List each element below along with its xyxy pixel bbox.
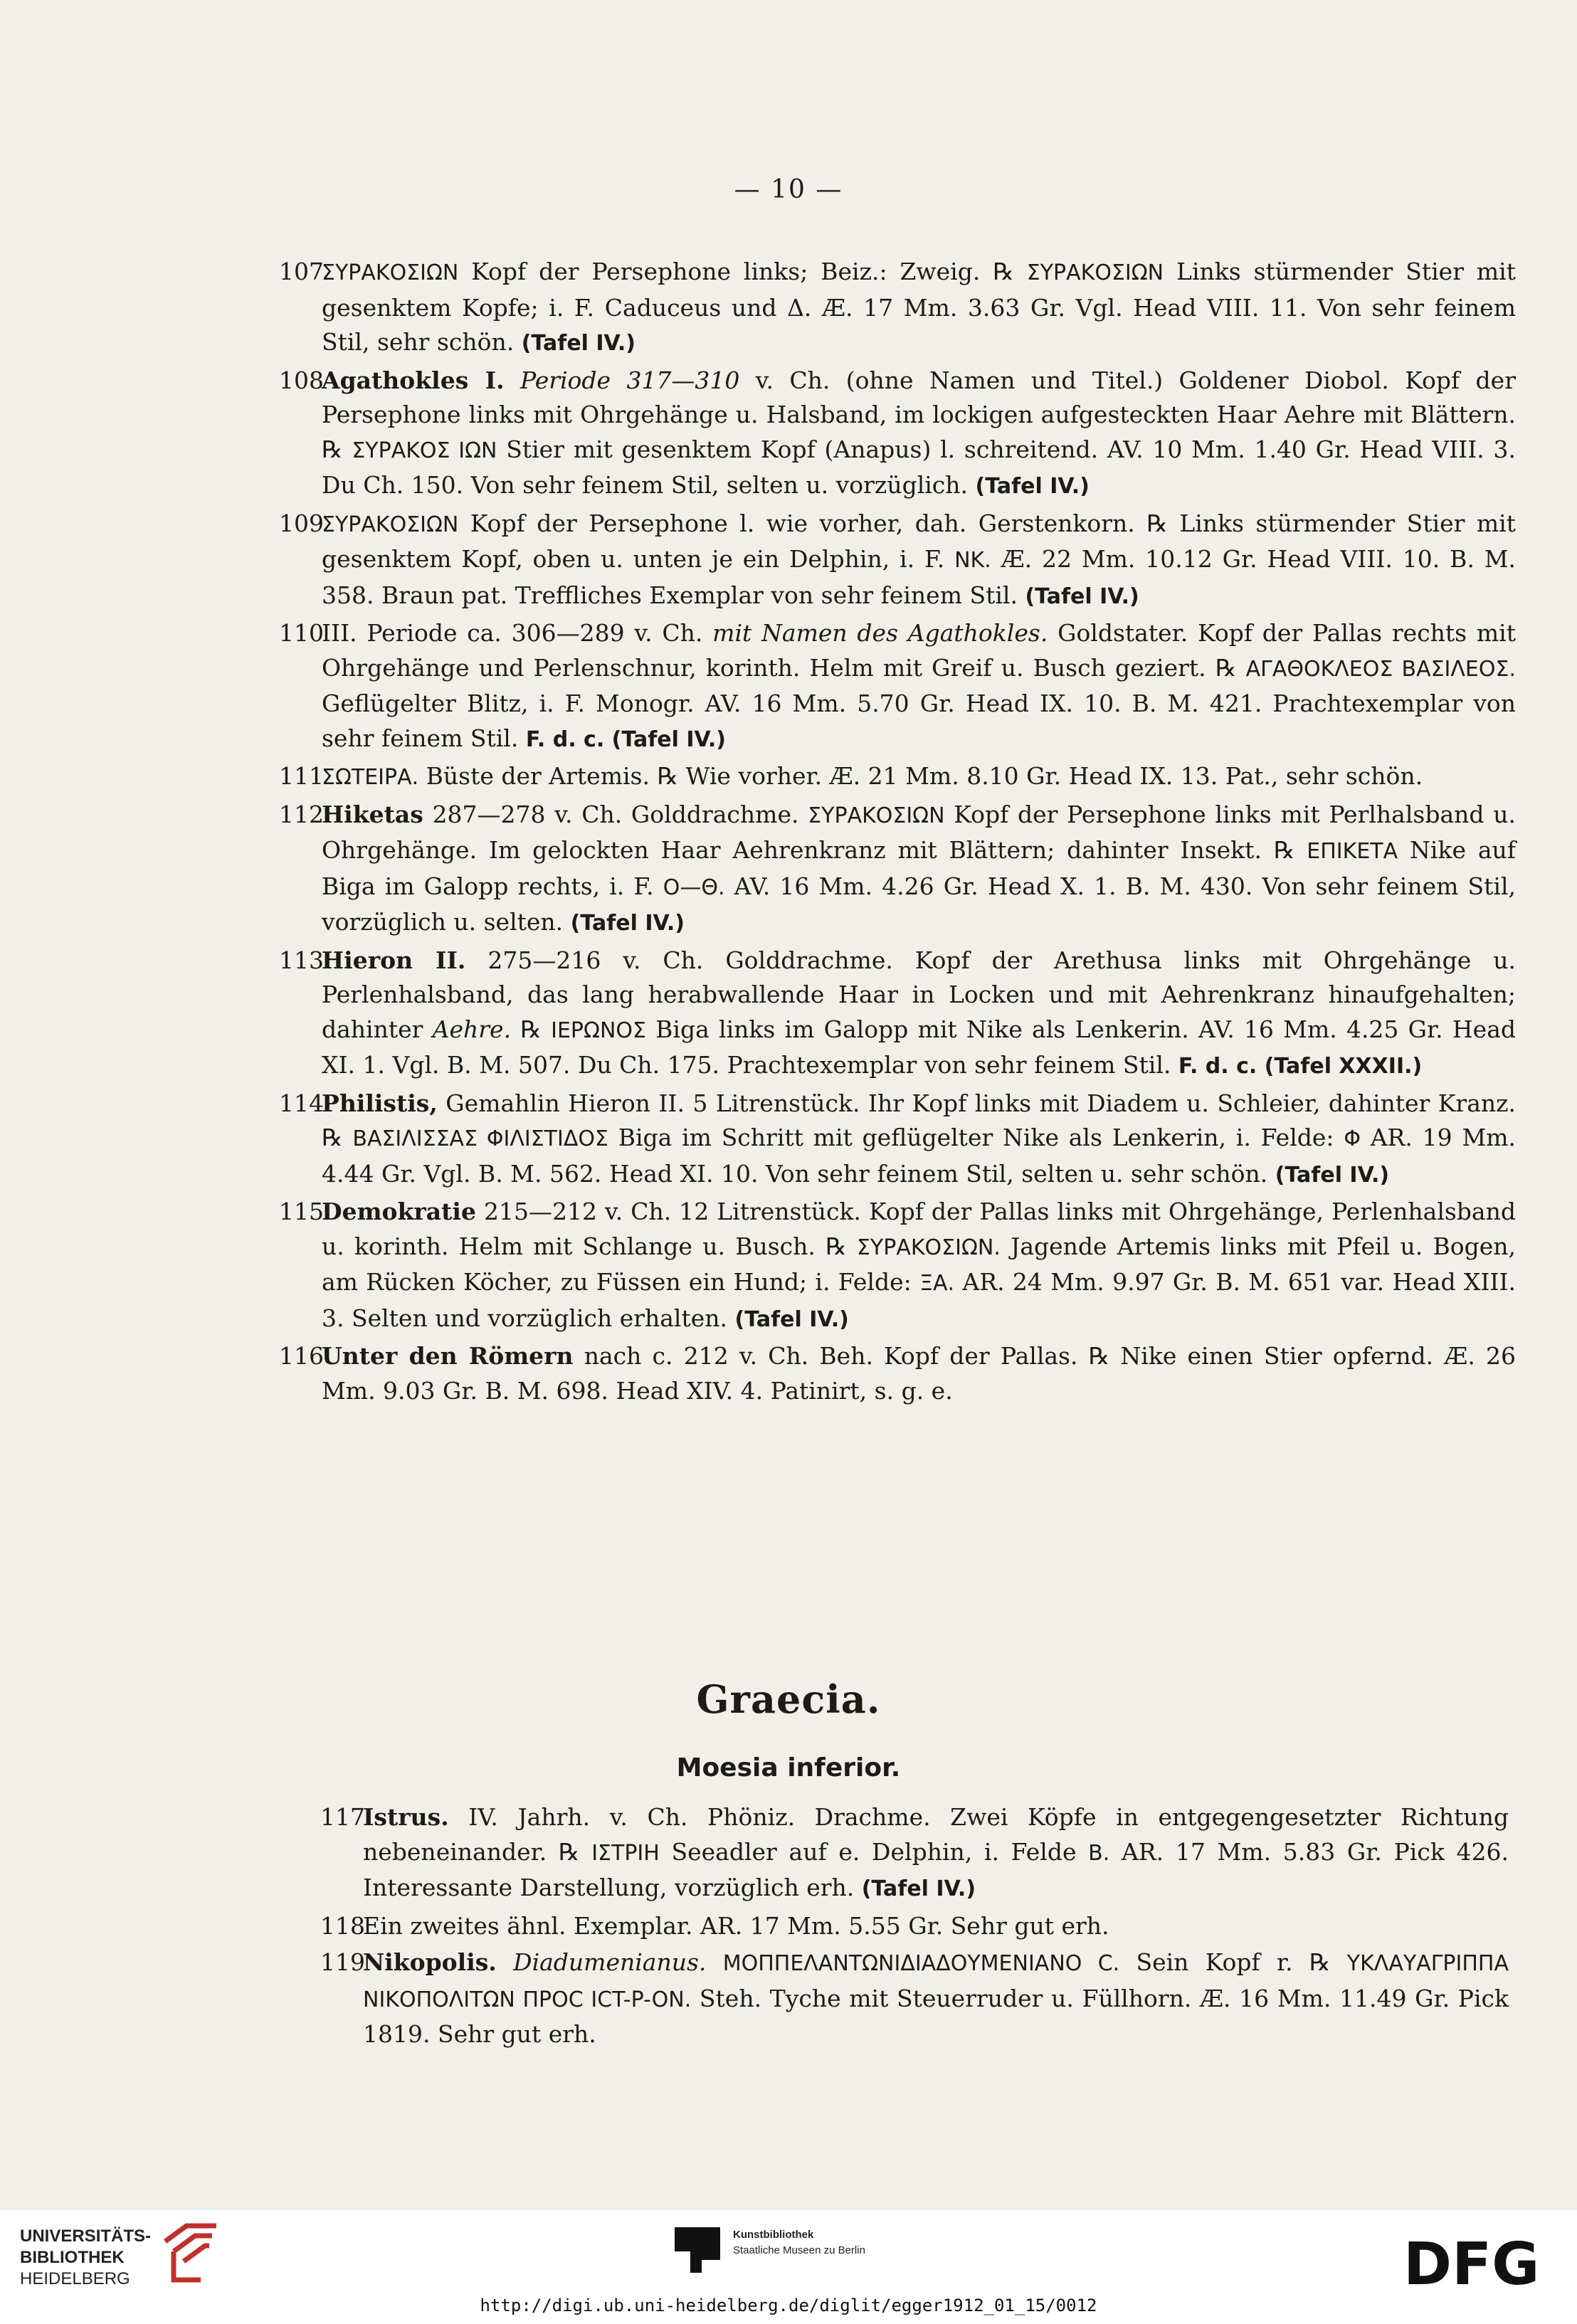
entry-text: Büste der Artemis. ℞ Wie vorher. Æ. 21 Mm. 8.10 Gr. Head IX. 13. Pat., sehr schön. — [418, 762, 1423, 790]
section-subheading: Moesia inferior. — [676, 1753, 901, 1782]
entry-text: III. Periode ca. 306—289 v. Ch. — [322, 619, 713, 647]
legend: ΣΥΡΑΚΟΣ ΙΩΝ — [352, 438, 497, 463]
catalog-list — [279, 255, 1517, 1410]
entry-text: Gemahlin Hieron II. 5 Litrenstück. Ihr Kopf links mit Diadem u. Schleier, dahinter Kranz. ℞ — [322, 1089, 1516, 1151]
catalog-entry-115 — [279, 1195, 1516, 1337]
entry-number: 108 — [279, 366, 324, 394]
entry-text: Biga im Schritt mit geflügelter Nike als Lenkerin, i. Felde: — [608, 1124, 1344, 1151]
kunstbibliothek-logo-icon — [675, 2227, 720, 2273]
university-library-label — [20, 2226, 151, 2290]
plate-reference: (Tafel IV.) — [861, 1876, 976, 1901]
entry-text: ℞ — [511, 1015, 552, 1043]
legend: ΜΟΠΠΕΛΑΝΤΩΝΙΔΙΑΔΟΥΜΕΝΙΑΝΟ C. — [722, 1951, 1120, 1976]
entry-text: 215—212 v. Ch. 12 Litrenstück. Kopf der Pallas links mit Ohrgehänge, Perlenhalsband u. korinth. Helm mit Schlange u. Busch. ℞ — [322, 1198, 1516, 1260]
entry-number: 112 — [279, 800, 324, 828]
entry-text: AR. 19 Mm. 4.44 Gr. Vgl. B. M. 562. Head XI. 10. Von sehr feinem Stil, selten u. sehr schön. — [322, 1124, 1517, 1188]
catalog-entry-107 — [279, 255, 1516, 361]
plate-reference: (Tafel IV.) — [975, 474, 1090, 499]
permalink-url[interactable]: http://digi.ub.uni-heidelberg.de/diglit/egger1912_01_15/0012 — [480, 2296, 1097, 2315]
catalog-entry-119 — [320, 1945, 1509, 2052]
entry-text: v. Ch. (ohne Namen und Titel.) Goldener Diobol. Kopf der Persephone links mit Ohrgehänge u. Halsband, im lockigen aufgesteckten Haar Aehre mit Blättern. ℞ — [322, 366, 1516, 463]
page-number: — 10 — — [734, 175, 843, 204]
plate-reference: (Tafel IV.) — [521, 331, 636, 356]
catalog-list-graecia — [320, 1800, 1509, 2054]
entry-text: Sein Kopf r. ℞ — [1119, 1948, 1347, 1976]
entry-text: AR. 24 Mm. 9.97 Gr. B. M. 651 var. Head XIII. 3. Selten und vorzüglich erhalten. — [322, 1268, 1516, 1332]
entry-text: Kopf der Persephone links; Beiz.: Zweig. ℞ — [458, 258, 1027, 285]
catalog-entry-109 — [279, 507, 1516, 615]
entry-text: Kopf der Persephone l. wie vorher, dah. Gerstenkorn. ℞ Links stürmender Stier mit gesenktem Kopf, oben u. unten je ein Delphin, i. F. — [322, 509, 1516, 573]
entry-name: Agathokles I. — [322, 366, 505, 394]
legend: Ο—Θ. — [663, 875, 725, 900]
legend: ΣΥΡΑΚΟΣΙΩΝ — [808, 803, 945, 828]
kb-label-line: Kunstbibliothek — [733, 2229, 814, 2241]
entry-name: Istrus. — [363, 1803, 449, 1831]
entry-text: Geflügelter Blitz, i. F. Monogr. AV. 16 Mm. 5.70 Gr. Head IX. 10. B. M. 421. Prachtexemplar von sehr feinem Stil. — [322, 690, 1516, 752]
catalog-entry-113 — [279, 944, 1517, 1084]
legend: ΑΓΑΘΟΚΛΕΟΣ ΒΑΣΙΛΕΟΣ. — [1245, 656, 1516, 682]
catalog-entry-111 — [279, 759, 1516, 796]
entry-text: Stier mit gesenktem Kopf (Anapus) l. schreitend. AV. 10 Mm. 1.40 Gr. Head VIII. 3. Du Ch. 150. Von sehr feinem Stil, selten u. vorzüglich. — [322, 435, 1516, 499]
uni-label-line: HEIDELBERG — [20, 2269, 130, 2288]
entry-text: Ein zweites ähnl. Exemplar. AR. 17 Mm. 5.55 Gr. Sehr gut erh. — [363, 1911, 1109, 1940]
entry-number: 116 — [279, 1342, 324, 1370]
legend: ΣΥΡΑΚΟΣΙΩΝ — [322, 512, 459, 537]
entry-name: Demokratie — [322, 1198, 476, 1225]
legend: Β. — [1088, 1840, 1110, 1866]
entry-number: 117 — [320, 1803, 365, 1831]
entry-name: Unter den Römern — [322, 1342, 574, 1370]
entry-number: 109 — [279, 509, 324, 537]
plate-reference: (Tafel IV.) — [1025, 583, 1139, 609]
entry-number: 119 — [320, 1948, 365, 1976]
entry-text: IV. Jahrh. v. Ch. Phöniz. Drachme. Zwei Köpfe in entgegengesetzter Richtung nebeneinander. ℞ — [363, 1803, 1509, 1866]
entry-number: 111 — [279, 762, 324, 790]
plate-reference: (Tafel IV.) — [734, 1306, 849, 1332]
entry-number: 110 — [279, 619, 324, 647]
entry-text: Kopf der Persephone links mit Perlhalsband u. Ohrgehänge. Im gelockten Haar Aehrenkranz mit Blättern; dahinter Insekt. ℞ — [322, 800, 1516, 864]
catalog-entry-112 — [279, 798, 1517, 941]
legend: ΕΠΙΚΕΤΑ — [1307, 839, 1398, 864]
entry-text: Nike auf Biga im Galopp rechts, i. F. — [322, 836, 1517, 900]
entry-italic: Diadumenianus. — [513, 1948, 707, 1976]
entry-number: 118 — [320, 1911, 365, 1940]
entry-text: 287—278 v. Ch. Golddrachme. — [423, 800, 808, 828]
legend: ΞΑ. — [919, 1271, 955, 1296]
entry-text: nach c. 212 v. Ch. Beh. Kopf der Pallas. ℞ Nike einen Stier opfernd. Æ. 26 Mm. 9.03 Gr. B. M. 698. Head XIV. 4. Patinirt, s. g. e. — [322, 1342, 1516, 1405]
kb-label-line: Staatliche Museen zu Berlin — [733, 2244, 865, 2256]
catalog-entry-108 — [279, 364, 1516, 505]
entry-number: 113 — [279, 946, 324, 974]
entry-text: Biga links im Galopp mit Nike als Lenkerin. AV. 16 Mm. 4.25 Gr. Head XI. 1. Vgl. B. M. 507. Du Ch. 175. Prachtexemplar von sehr feinem Stil. — [322, 1015, 1516, 1079]
legend: NK. — [954, 548, 991, 573]
legend: ΣΥΡΑΚΟΣΙΩΝ — [322, 260, 459, 285]
entry-text: 275—216 v. Ch. Golddrachme. Kopf der Arethusa links mit Ohrgehänge u. Perlenhalsband, das lang herabwallende Haar in Locken und mit Aehrenkranz hinaufgehalten; dahinter — [322, 946, 1517, 1043]
dfg-logo-text: DFG — [1403, 2236, 1540, 2293]
catalog-entry-114 — [279, 1087, 1517, 1193]
entry-text: Links stürmender Stier mit gesenktem Kopfe; i. F. Caduceus und Δ. Æ. 17 Mm. 3.63 Gr. Vgl. Head VIII. 11. Von sehr feinem Stil, sehr schön. — [322, 258, 1516, 356]
legend: ΥΚΛΑΥΑΓΡΙΠΠΑ ΝΙΚΟΠΟΛΙΤΩΝ ΠΡΟC ICT-P-ON. — [363, 1951, 1509, 2012]
entry-text: Seeadler auf e. Delphin, i. Felde — [659, 1837, 1089, 1866]
entry-name: Nikopolis. — [363, 1948, 497, 1976]
legend: ΒΑΣΙΛΙΣΣΑΣ ΦΙΛΙΣΤΙΔΟΣ — [352, 1126, 608, 1151]
entry-italic: mit Namen des Agathokles. — [712, 619, 1048, 647]
university-logo-icon — [158, 2220, 222, 2284]
uni-label-line: UNIVERSITÄTS- — [20, 2227, 152, 2246]
legend: ΣΩΤΕΙΡΑ. — [322, 765, 419, 790]
legend: ΙΕΡΩΝΟΣ — [551, 1018, 646, 1043]
plate-reference: F. d. c. (Tafel IV.) — [525, 727, 726, 752]
legend: ΣΥΡΑΚΟΣΙΩΝ — [1026, 260, 1164, 285]
entry-text: Goldstater. Kopf der Pallas rechts mit Ohrgehänge und Perlenschnur, korinth. Helm mit Greif u. Busch geziert. ℞ — [322, 619, 1516, 682]
catalog-entry-117 — [320, 1800, 1509, 1907]
legend: Φ — [1344, 1126, 1361, 1151]
plate-reference: (Tafel IV.) — [570, 911, 685, 936]
entry-text: AV. 16 Mm. 4.26 Gr. Head X. 1. B. M. 430. Von sehr feinem Stil, vorzüglich u. selten. — [322, 872, 1516, 936]
plate-reference: (Tafel IV.) — [1275, 1162, 1390, 1188]
entry-text: Jagende Artemis links mit Pfeil u. Bogen, am Rücken Köcher, zu Füssen ein Hund; i. Felde: — [322, 1232, 1516, 1296]
entry-name: Hiketas — [322, 800, 423, 828]
entry-italic: Aehre. — [432, 1015, 512, 1043]
legend: ΙΣΤΡΙΗ — [591, 1840, 660, 1866]
entry-number: 107 — [279, 258, 324, 285]
entry-text: AR. 17 Mm. 5.83 Gr. Pick 426. Interessante Darstellung, vorzüglich erh. — [363, 1837, 1509, 1901]
kunstbibliothek-label — [733, 2227, 865, 2259]
catalog-entry-116 — [279, 1339, 1516, 1408]
dfg-logo — [1403, 2236, 1553, 2293]
uni-label-line: BIBLIOTHEK — [20, 2248, 125, 2267]
entry-number: 114 — [279, 1089, 324, 1117]
entry-number: 115 — [279, 1198, 324, 1225]
plate-reference: F. d. c. (Tafel XXXII.) — [1178, 1054, 1423, 1079]
catalog-entry-110 — [279, 616, 1516, 757]
entry-italic: Periode 317—310 — [519, 366, 740, 394]
section-heading: Graecia. — [696, 1676, 881, 1722]
entry-name: Hieron II. — [322, 946, 466, 974]
entry-name: Philistis, — [322, 1089, 438, 1117]
catalog-entry-118 — [320, 1909, 1509, 1944]
legend: ΣΥΡΑΚΟΣΙΩΝ. — [856, 1235, 1001, 1260]
entry-text: Steh. Tyche mit Steuerruder u. Füllhorn. Æ. 16 Mm. 11.49 Gr. Pick 1819. Sehr gut erh. — [363, 1984, 1509, 2048]
entry-text: Æ. 22 Mm. 10.12 Gr. Head VIII. 10. B. M. 358. Braun pat. Treffliches Exemplar von sehr feinem Stil. — [322, 545, 1516, 609]
